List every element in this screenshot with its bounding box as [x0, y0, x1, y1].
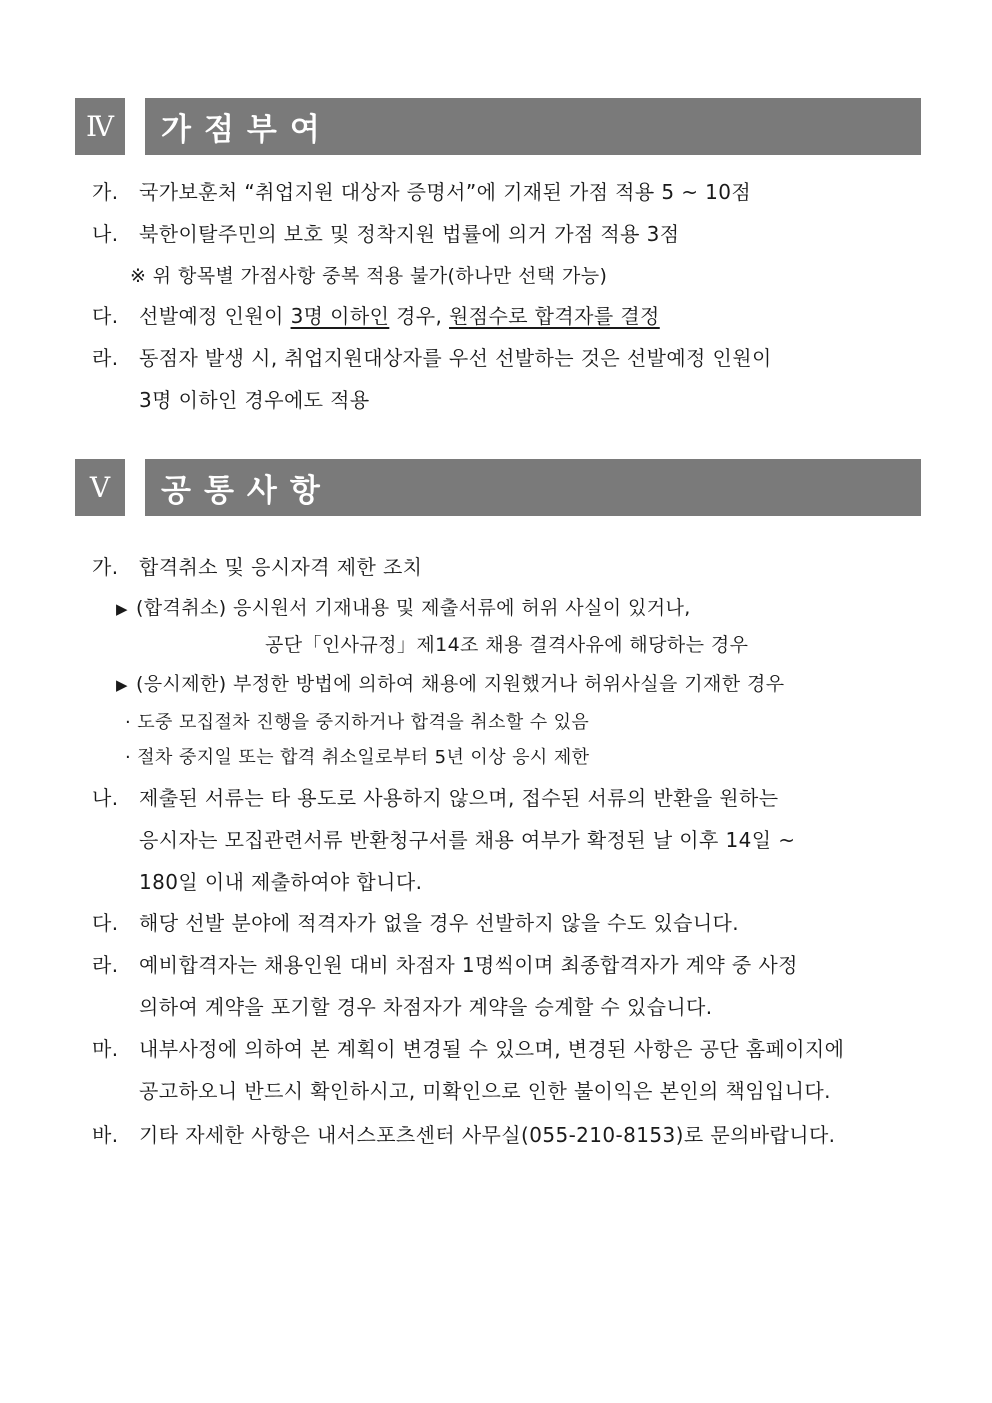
- bullet-cancel: [116, 593, 691, 620]
- bullet-restrict: [116, 669, 784, 696]
- item-text: 예비합격자는 채용인원 대비 차점자 1명씩이며 최종합격자가 계약 중 사정: [139, 953, 798, 977]
- section-4-item-ga: [92, 176, 751, 205]
- item-marker: 가.: [92, 180, 119, 204]
- item-text: 동점자 발생 시, 취업지원대상자를 우선 선발하는 것은 선발예정 인원이: [139, 346, 772, 370]
- underlined-text: 3명 이하인: [290, 304, 390, 328]
- item-text: 경우,: [389, 304, 450, 328]
- section-5-item-ra-continued: 의하여 계약을 포기할 경우 차점자가 계약을 승계할 수 있습니다.: [139, 995, 713, 1019]
- section-4-item-na: [92, 218, 679, 247]
- item-text: 제출된 서류는 타 용도로 사용하지 않으며, 접수된 서류의 반환을 원하는: [139, 786, 779, 810]
- item-marker: 라.: [92, 346, 119, 370]
- underlined-text: 원점수로 합격자를 결정: [449, 304, 660, 328]
- section-5-item-ra: [92, 949, 798, 978]
- section-4-number: Ⅳ: [75, 98, 125, 155]
- item-marker: 다.: [92, 911, 119, 935]
- section-5-item-na-continued: 응시자는 모집관련서류 반환청구서를 채용 여부가 확정된 날 이후 14일 ~: [139, 828, 796, 852]
- triangle-bullet-icon: ▶: [116, 676, 128, 694]
- item-text: 선발예정 인원이: [139, 304, 291, 328]
- section-5-number: Ⅴ: [75, 459, 125, 516]
- item-marker: 라.: [92, 953, 119, 977]
- item-text: 국가보훈처 “취업지원 대상자 증명서”에 기재된 가점 적용 5 ~ 10점: [139, 180, 752, 204]
- triangle-bullet-icon: ▶: [116, 600, 128, 618]
- item-marker: 나.: [92, 786, 119, 810]
- section-5-title: 공통사항: [145, 459, 921, 516]
- section-4-item-da: [92, 300, 660, 329]
- bullet-cancel-continued: 공단「인사규정」제14조 채용 결격사유에 해당하는 경우: [265, 634, 749, 656]
- bullet-text: (응시제한) 부정한 방법에 의하여 채용에 지원했거나 허위사실을 기재한 경우: [135, 673, 785, 695]
- section-5-item-ma: [92, 1033, 844, 1062]
- item-marker: 다.: [92, 304, 119, 328]
- section-4-title: 가점부여: [145, 98, 921, 155]
- item-marker: 바.: [92, 1123, 119, 1147]
- section-4-item-ra-continued: 3명 이하인 경우에도 적용: [139, 388, 370, 412]
- section-5-item-ma-continued: 공고하오니 반드시 확인하시고, 미확인으로 인한 불이익은 본인의 책임입니다.: [139, 1079, 831, 1103]
- item-text: 북한이탈주민의 보호 및 정착지원 법률에 의거 가점 적용 3점: [139, 222, 680, 246]
- sub-point: · 절차 중지일 또는 합격 취소일로부터 5년 이상 응시 제한: [125, 747, 590, 768]
- section-5-item-na: [92, 782, 778, 811]
- bullet-text: (합격취소) 응시원서 기재내용 및 제출서류에 허위 사실이 있거나,: [135, 597, 691, 619]
- item-text: 해당 선발 분야에 적격자가 없을 경우 선발하지 않을 수도 있습니다.: [139, 911, 740, 935]
- section-5-item-ba: [92, 1119, 835, 1148]
- item-text: 기타 자세한 사항은 내서스포츠센터 사무실(055-210-8153)로 문의바랍니다.: [139, 1123, 836, 1147]
- sub-point: · 도중 모집절차 진행을 중지하거나 합격을 취소할 수 있음: [125, 712, 590, 733]
- item-marker: 가.: [92, 555, 119, 579]
- item-text: 내부사정에 의하여 본 계획이 변경될 수 있으며, 변경된 사항은 공단 홈페이지에: [139, 1037, 845, 1061]
- section-5-item-ga: [92, 551, 422, 580]
- section-5-item-da: [92, 907, 739, 936]
- item-marker: 마.: [92, 1037, 119, 1061]
- item-text: 합격취소 및 응시자격 제한 조치: [139, 555, 423, 579]
- section-4-item-ra: [92, 342, 772, 371]
- section-4-note: ※ 위 항목별 가점사항 중복 적용 불가(하나만 선택 가능): [130, 265, 608, 287]
- item-marker: 나.: [92, 222, 119, 246]
- section-5-item-na-continued: 180일 이내 제출하여야 합니다.: [139, 870, 423, 894]
